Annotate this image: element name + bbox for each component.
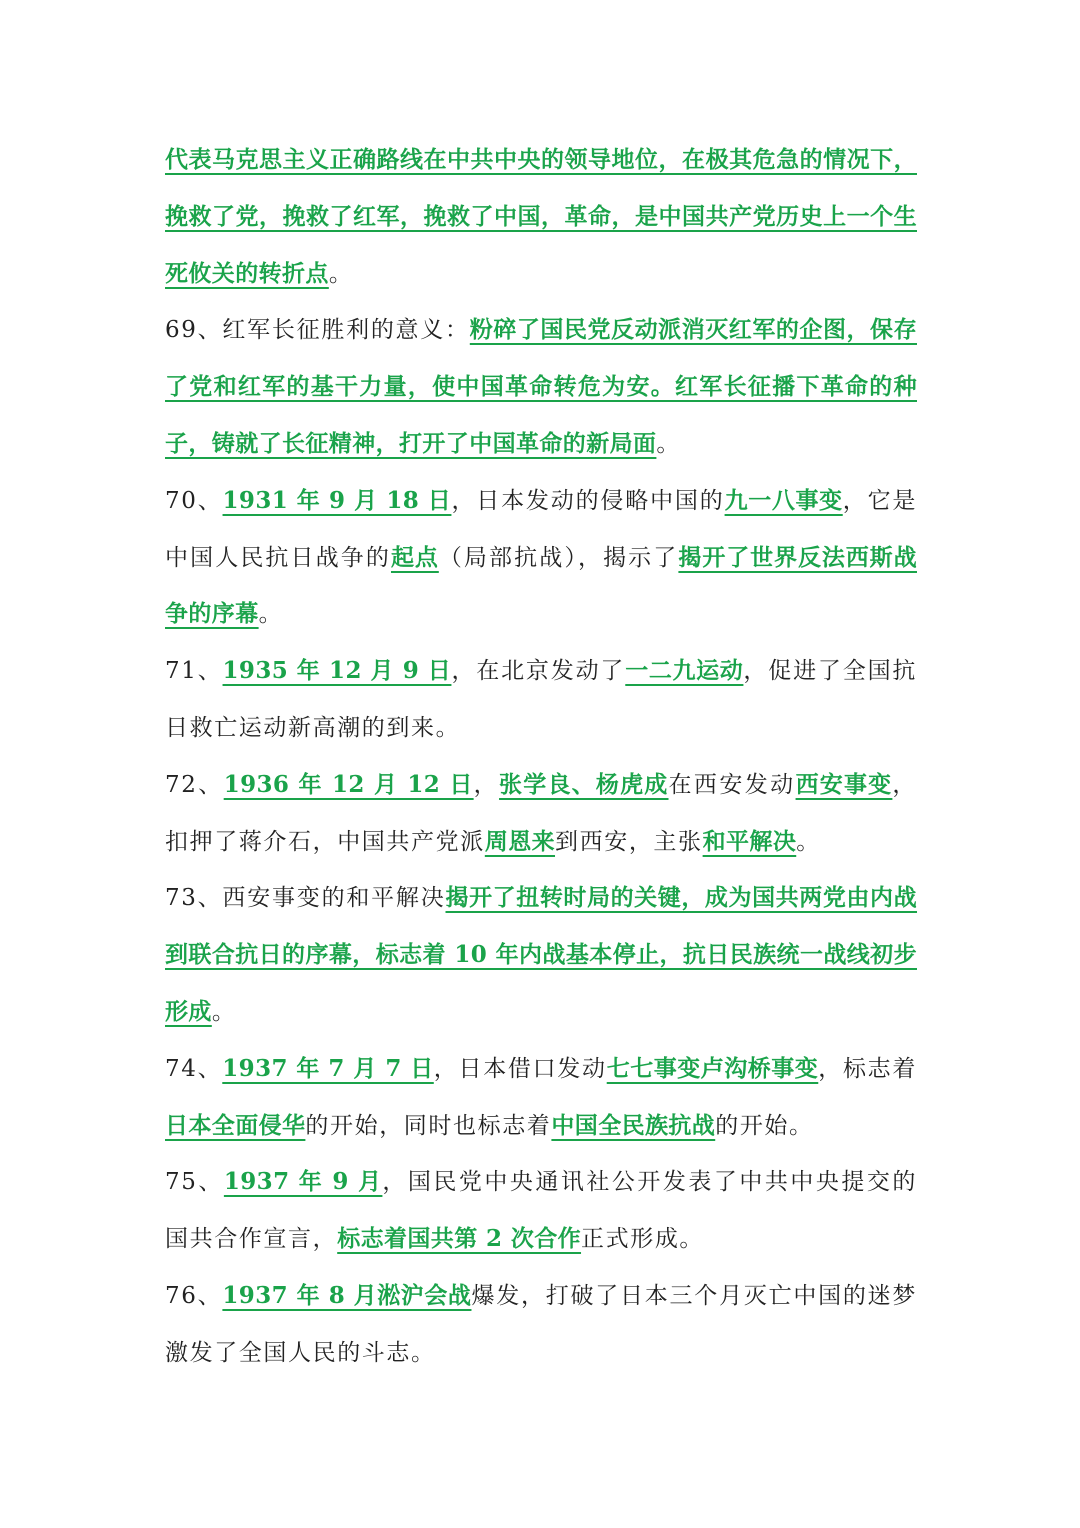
plain-text: ，国民党中央通讯社公开发表了中共中央提交的国共合作宣言， (165, 1169, 917, 1253)
highlight-text: 一二九运动 (625, 657, 744, 685)
paragraph-73 (165, 870, 917, 1040)
highlight-text: 1937 年 7 月 7 日 (222, 1054, 434, 1082)
plain-text: 的开始。 (715, 1112, 814, 1139)
paragraph-74 (165, 1041, 917, 1155)
highlight-text: 西安事变 (795, 770, 893, 798)
plain-text: ，在北京发动了 (451, 658, 626, 685)
highlight-text: 1931 年 9 月 18 日 (222, 486, 452, 514)
paragraph-70 (165, 473, 917, 643)
plain-text: ，日本发动的侵略中国的 (451, 487, 725, 514)
highlight-text: 1935 年 12 月 9 日 (222, 657, 452, 685)
plain-text: ， (473, 771, 500, 798)
highlight-text: 揭开了世界反法西斯战争的序幕 (165, 543, 917, 628)
item-number: 70、 (165, 487, 223, 514)
highlight-text: 起点 (390, 543, 439, 571)
highlight-text: 代表马克思主义正确路线在中共中央的领导地位，在极其危急的情况下，挽救了党，挽救了红军，挽救了中国，革命，是中国共产党历史上一个生死攸关的转折点 (165, 146, 917, 287)
paragraph-68 (165, 132, 917, 302)
highlight-text: 1937 年 8 月淞沪会战 (222, 1281, 472, 1309)
plain-text: 正式形成。 (581, 1226, 705, 1253)
plain-text: ，促进了全国抗日救亡运动新高潮的到来。 (165, 658, 918, 741)
highlight-text: 粉碎了国民党反动派消灭红军的企图，保存了党和红军的基干力量，使中国革命转危为安。红军长征播下革命的种子，铸就了长征精神，打开了中国革命的新局面 (165, 316, 917, 457)
plain-text: ，扣押了蒋介石，中国共产党派 (165, 771, 918, 855)
highlight-text: 周恩来 (484, 827, 556, 855)
item-number: 74、 (165, 1055, 223, 1082)
plain-text: 爆发，打破了日本三个月灭亡中国的迷梦激发了全国人民的斗志。 (165, 1282, 917, 1366)
plain-text: 。 (258, 601, 284, 628)
highlight-text: 张学良、杨虎成 (499, 770, 669, 798)
plain-text: 。 (796, 828, 821, 855)
plain-text: 73、西安事变的和平解决 (165, 885, 446, 912)
paragraph-75 (165, 1154, 917, 1268)
highlight-text: 中国全民族抗战 (551, 1111, 716, 1139)
paragraph-72 (165, 757, 917, 871)
paragraph-71 (165, 643, 917, 757)
document-page (165, 132, 917, 1382)
plain-text: 。 (328, 260, 354, 287)
highlight-text: 1937 年 9 月 (223, 1168, 383, 1196)
plain-text: 。 (211, 998, 237, 1025)
item-number: 76、 (165, 1282, 223, 1309)
item-number: 71、 (165, 658, 223, 685)
plain-text: （局部抗战），揭示了 (438, 544, 679, 571)
highlight-text: 揭开了扭转时局的关键，成为国共两党由内战到联合抗日的序幕，标志着 10 年内战基本停止，抗日民族统一战线初步形成 (165, 884, 918, 1025)
highlight-text: 和平解决 (702, 827, 797, 855)
plain-text: 。 (656, 430, 682, 457)
item-number: 75、 (165, 1169, 224, 1196)
highlight-text: 九一八事变 (724, 486, 843, 514)
plain-text: ，它是中国人民抗日战争的 (165, 487, 917, 571)
plain-text: ，标志着 (818, 1055, 917, 1082)
plain-text: 69、红军长征胜利的意义： (165, 317, 470, 344)
plain-text: 的开始，同时也标志着 (305, 1112, 552, 1139)
plain-text: ，日本借口发动 (433, 1055, 607, 1082)
highlight-text: 日本全面侵华 (165, 1111, 306, 1139)
paragraph-76 (165, 1268, 917, 1382)
highlight-text: 七七事变卢沟桥事变 (606, 1054, 819, 1082)
plain-text: 在西安发动 (668, 771, 796, 798)
paragraph-69 (165, 302, 917, 472)
item-number: 72、 (165, 771, 224, 798)
plain-text: 到西安，主张 (555, 828, 703, 855)
highlight-text: 标志着国共第 2 次合作 (337, 1225, 582, 1253)
highlight-text: 1936 年 12 月 12 日 (223, 770, 474, 798)
